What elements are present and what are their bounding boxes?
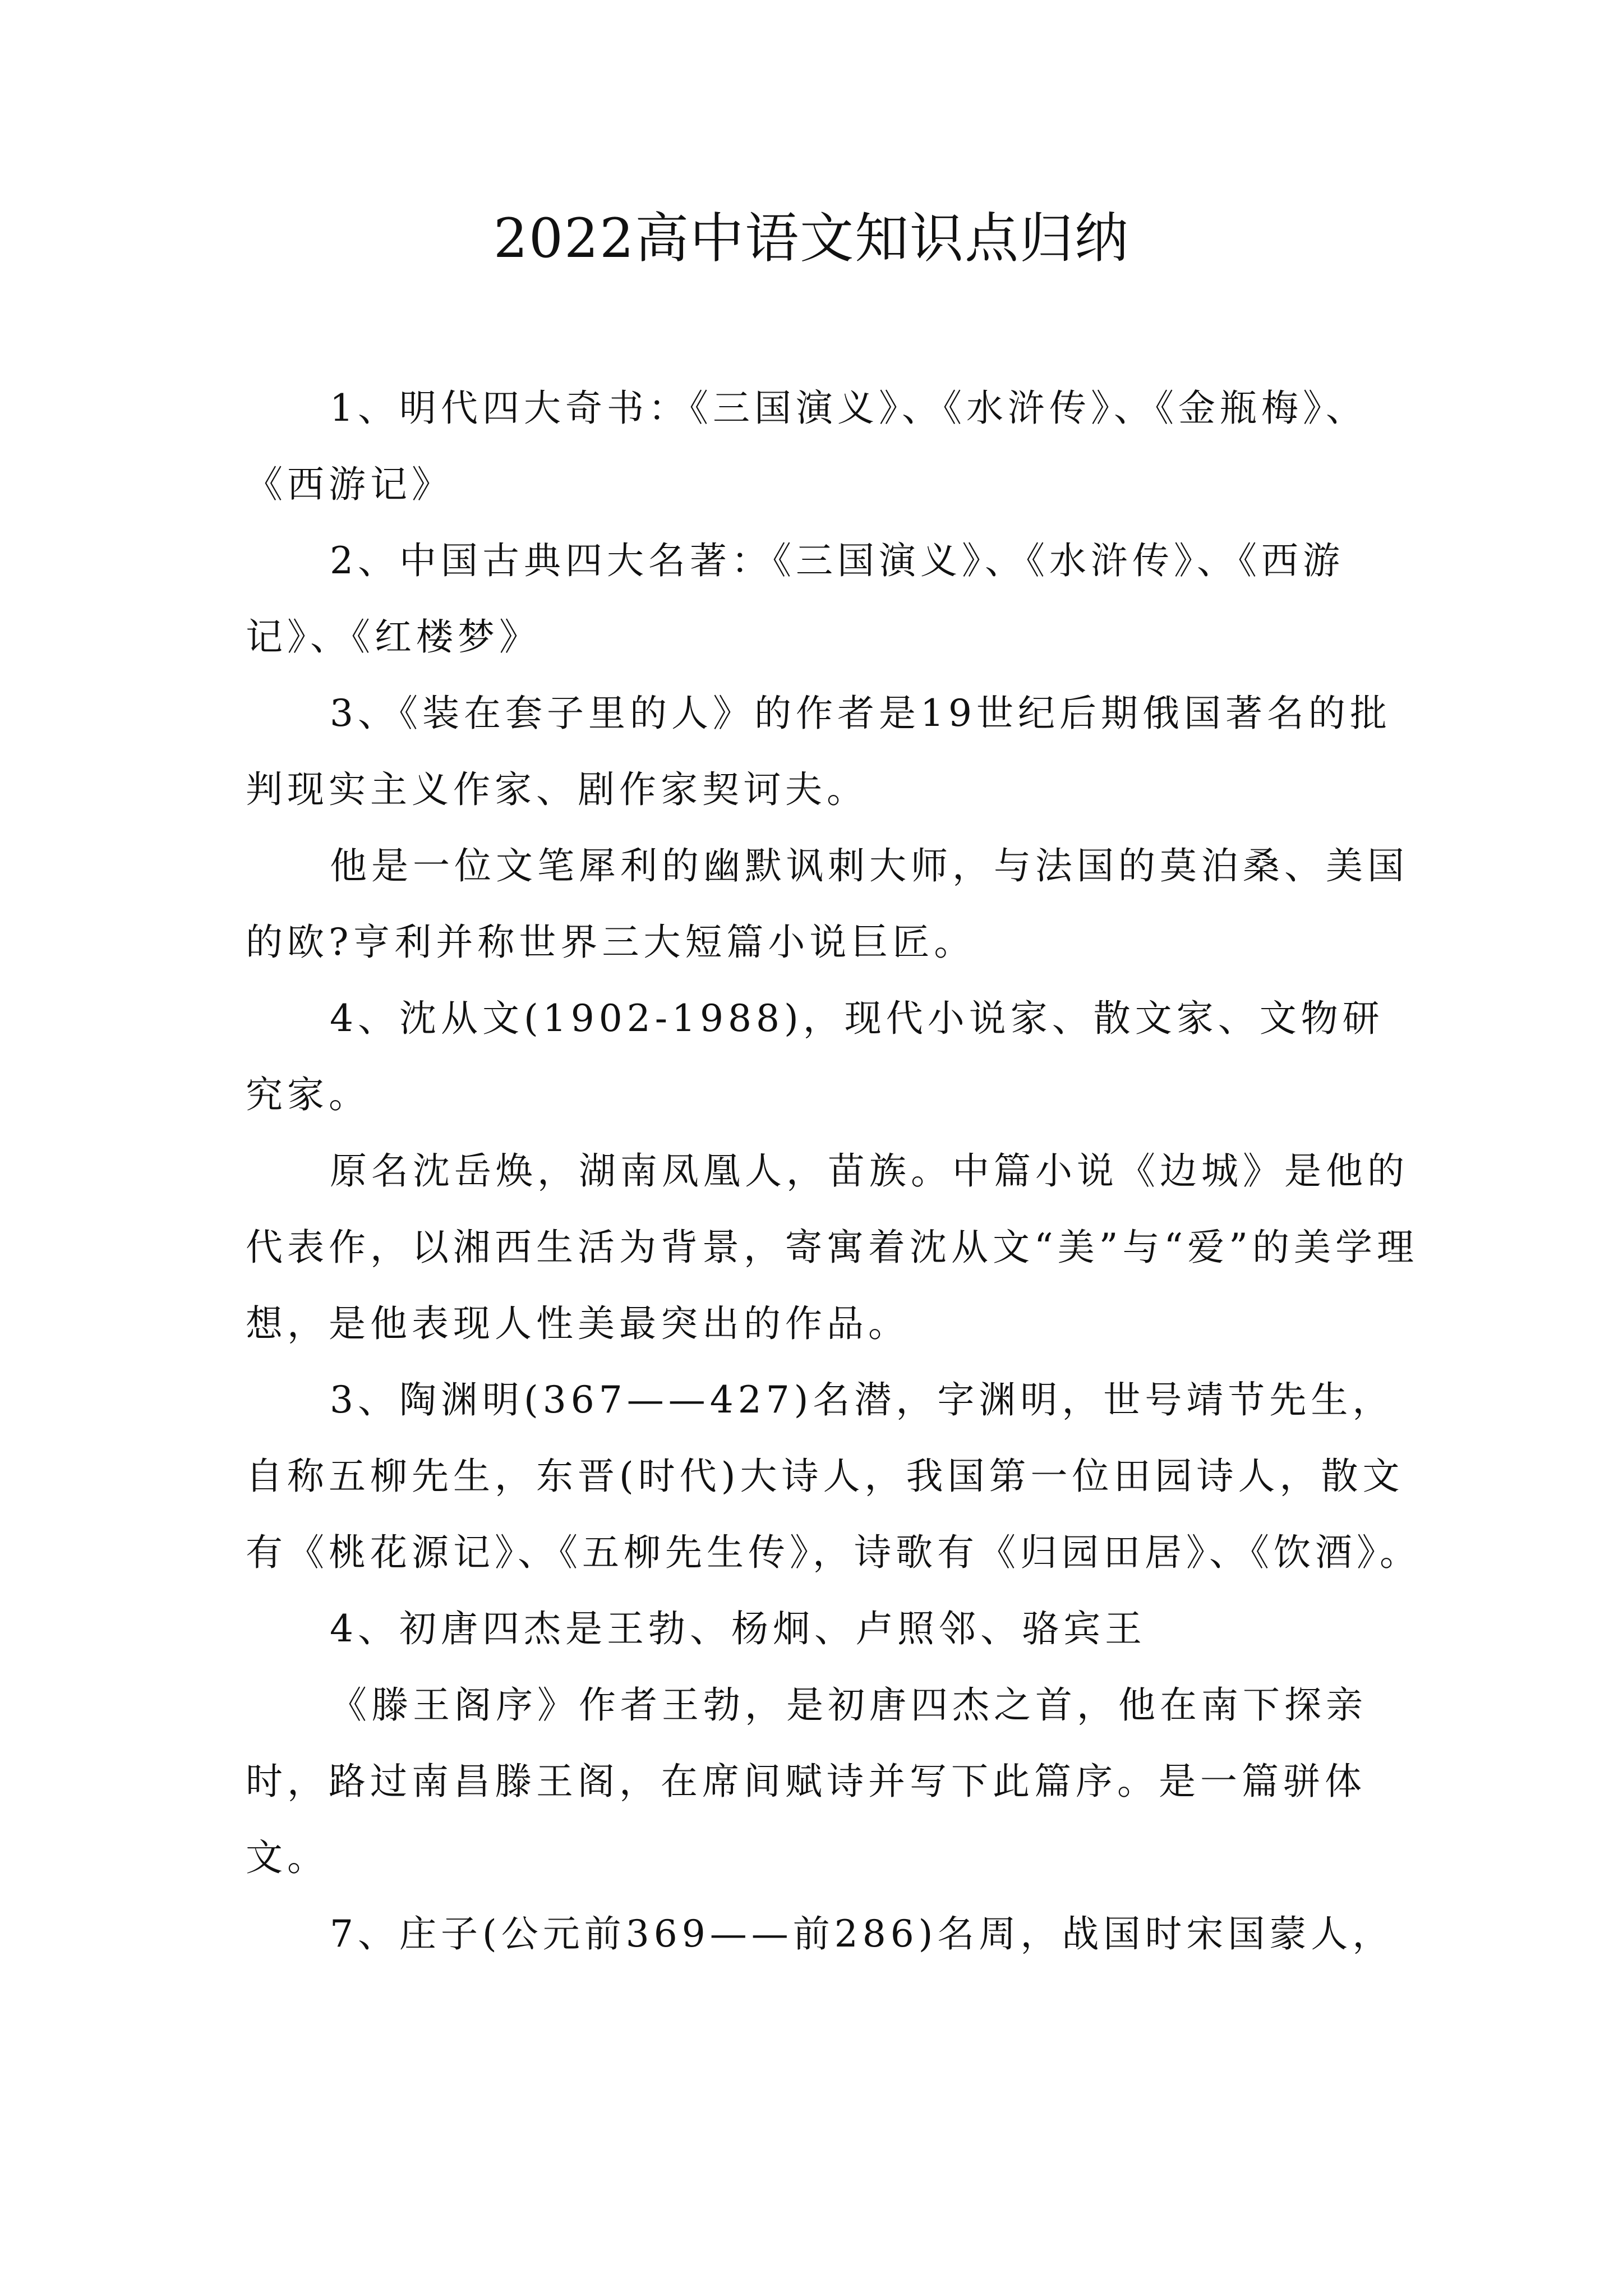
paragraph-10: 7、庄子(公元前369——前286)名周，战国时宋国蒙人， [330,1912,1394,1955]
paragraph-5: 4、沈从文(1902-1988)，现代小说家、散文家、文物研究家。 [246,997,1384,1116]
paragraph-6: 原名沈岳焕，湖南凤凰人，苗族。中篇小说《边城》是他的代表作，以湘西生活为背景，寄寓着沈从文“美”与“爱”的美学理想，是他表现人性美最突出的作品。 [246,1149,1418,1345]
paragraph-7: 3、陶渊明(367——427)名潜，字渊明，世号靖节先生，自称五柳先生，东晋(时代)大诗人，我国第一位田园诗人，散文有《桃花源记》、《五柳先生传》，诗歌有《归园田居》、《饮酒》。 [246,1378,1421,1574]
paragraph-4: 他是一位文笔犀利的幽默讽刺大师，与法国的莫泊桑、美国的欧?亨利并称世界三大短篇小说巨匠。 [246,844,1409,964]
paragraph-8: 4、初唐四杰是王勃、杨炯、卢照邻、骆宾王 [330,1607,1146,1650]
paragraph-3: 3、《装在套子里的人》的作者是19世纪后期俄国著名的批判现实主义作家、剧作家契诃夫。 [246,692,1391,811]
paragraph-1: 1、明代四大奇书：《三国演义》、《水浒传》、《金瓶梅》、《西游记》 [246,386,1367,506]
document-body [246,370,1423,1972]
paragraph-2: 2、中国古典四大名著：《三国演义》、《水浒传》、《西游记》、《红楼梦》 [246,539,1344,659]
paragraph-9: 《滕王阁序》作者王勃，是初唐四杰之首，他在南下探亲时，路过南昌滕王阁，在席间赋诗并写下此篇序。是一篇骈体文。 [246,1683,1367,1879]
document-title: 2022高中语文知识点归纳 [493,207,1130,270]
